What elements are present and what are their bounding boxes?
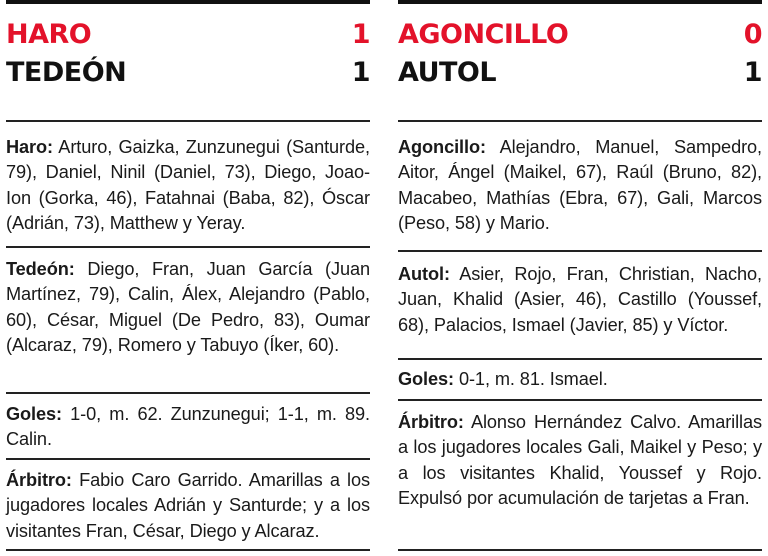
section-divider <box>6 392 370 394</box>
section-divider <box>6 246 370 248</box>
home-lineup-label: Haro: <box>6 137 53 157</box>
home-lineup <box>6 135 370 236</box>
away-lineup-text: Diego, Fran, Juan García (Juan Martínez, 79), Calin, Álex, Alejandro (Pablo, 60), César, Miguel (De Pedro, 83), Oumar (Alcaraz, 79), Romero y Tabuyo (Íker, 60). <box>6 259 371 355</box>
section-divider <box>6 549 370 551</box>
home-team-name: HARO <box>6 19 92 50</box>
section-divider <box>398 250 762 252</box>
away-lineup-label: Autol: <box>398 264 450 284</box>
away-team-score: 1 <box>743 57 762 88</box>
goals-text: 1-0, m. 62. Zunzunegui; 1-1, m. 89. Calin. <box>6 404 371 450</box>
home-row <box>6 17 370 53</box>
section-divider <box>6 120 370 122</box>
away-lineup-label: Tedeón: <box>6 259 75 279</box>
referee-text: Fabio Caro Garrido. Amarillas a los jugadores locales Adrián y Santurde; y a los visitantes Fran, César, Diego y Alcaraz. <box>6 470 371 541</box>
away-lineup <box>6 257 370 358</box>
home-row <box>398 17 762 53</box>
section-divider <box>6 458 370 460</box>
away-team-name: AUTOL <box>398 57 497 88</box>
referee <box>6 468 370 544</box>
home-lineup <box>398 135 762 236</box>
goals-text: 0-1, m. 81. Ismael. <box>458 369 608 389</box>
goals <box>6 402 370 453</box>
home-team-score: 0 <box>743 19 762 50</box>
goals-label: Goles: <box>6 404 62 424</box>
referee-label: Árbitro: <box>398 412 464 432</box>
home-lineup-text: Alejandro, Manuel, Sampedro, Aitor, Ángel (Maikel, 67), Raúl (Bruno, 82), Macabeo, Mathías (Ebra, 67), Gali, Marcos (Peso, 58) y Mario. <box>398 137 763 233</box>
away-lineup <box>398 262 762 338</box>
away-row <box>398 55 762 91</box>
goals-label: Goles: <box>398 369 454 389</box>
referee-text: Alonso Hernández Calvo. Amarillas a los jugadores locales Gali, Maikel y Peso; y a los visitantes Khalid, Youssef y Rojo. Expulsó por acumulación de tarjetas a Fran. <box>398 412 762 508</box>
top-rule <box>6 0 370 4</box>
section-divider <box>398 358 762 360</box>
goals <box>398 367 762 392</box>
referee-label: Árbitro: <box>6 470 72 490</box>
home-lineup-label: Agoncillo: <box>398 137 486 157</box>
section-divider <box>398 399 762 401</box>
section-divider <box>398 120 762 122</box>
away-row <box>6 55 370 91</box>
section-divider <box>398 549 762 551</box>
away-team-name: TEDEÓN <box>6 57 127 88</box>
home-lineup-text: Arturo, Gaizka, Zunzunegui (Santurde, 79), Daniel, Ninil (Daniel, 73), Diego, Joao-Ion (Gorka, 46), Fatahnai (Baba, 82), Óscar (Adrián, 73), Matthew y Yeray. <box>6 137 370 233</box>
match-box-agoncillo-autol <box>398 0 762 556</box>
top-rule <box>398 0 762 4</box>
home-team-name: AGONCILLO <box>398 19 569 50</box>
away-team-score: 1 <box>351 57 370 88</box>
home-team-score: 1 <box>351 19 370 50</box>
away-lineup-text: Asier, Rojo, Fran, Christian, Nacho, Juan, Khalid (Asier, 46), Castillo (Youssef, 68), Palacios, Ismael (Javier, 85) y Víctor. <box>398 264 763 335</box>
match-box-haro-tedeon <box>6 0 370 556</box>
referee <box>398 410 762 511</box>
